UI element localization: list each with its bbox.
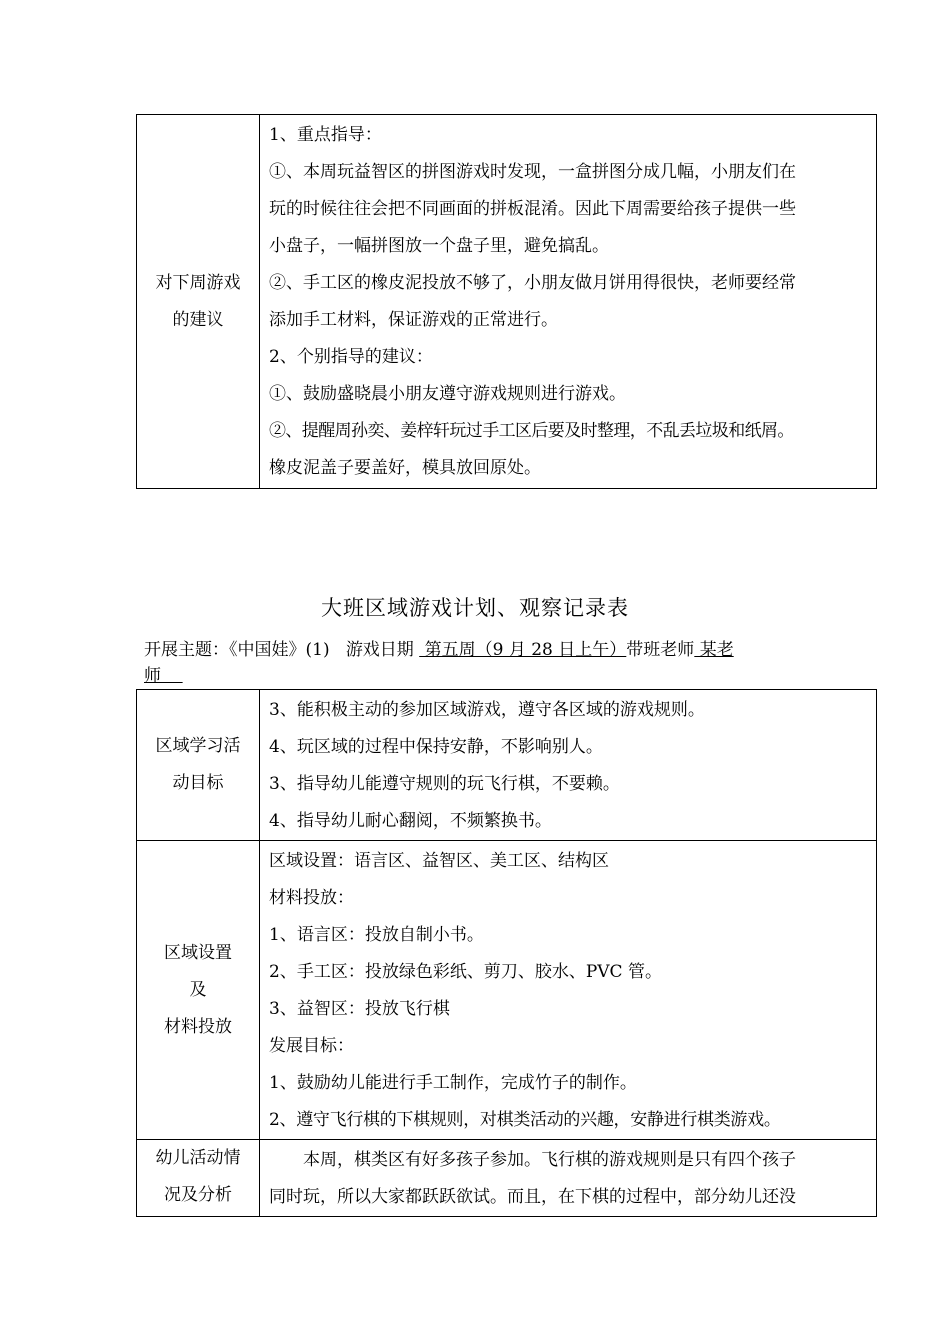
text-line: 3、益智区：投放飞行棋 — [269, 999, 450, 1019]
row-label: 及 — [189, 979, 207, 1000]
text-line: ①、本周玩益智区的拼图游戏时发现，一盒拼图分成几幅，小朋友们在 — [269, 162, 796, 182]
text-line: 3、能积极主动的参加区域游戏，遵守各区域的游戏规则。 — [269, 700, 705, 720]
row-label-cell — [137, 1140, 260, 1217]
text-line: 同时玩，所以大家都跃跃欲试。而且，在下棋的过程中，部分幼儿还没 — [269, 1187, 796, 1207]
teacher-value-cont: 师 — [144, 666, 161, 686]
text-line: 4、指导幼儿耐心翻阅，不频繁换书。 — [269, 811, 552, 831]
text-line: 2、手工区：投放绿色彩纸、剪刀、胶水、PVC 管。 — [269, 962, 662, 982]
theme-label: 开展主题： — [144, 640, 229, 660]
text-line: 材料投放： — [269, 888, 354, 908]
teacher-value: 某老 — [694, 640, 734, 660]
text-line: 橡皮泥盖子要盖好，模具放回原处。 — [269, 458, 541, 478]
text-line: 区域设置：语言区、益智区、美工区、结构区 — [269, 851, 609, 871]
teacher-label: 带班老师 — [626, 640, 695, 660]
text-line: 小盘子，一幅拼图放一个盘子里，避免搞乱。 — [269, 236, 609, 256]
date-value: 第五周（9 月 28 日上午） — [419, 640, 627, 660]
text-line: ②、提醒周孙奕、姜梓轩玩过手工区后要及时整理，不乱丢垃圾和纸屑。 — [269, 421, 794, 441]
text-line: 1、重点指导： — [269, 125, 382, 145]
plan-record-table — [136, 689, 877, 1217]
row-content-cell — [260, 841, 877, 1140]
row-label: 的建议 — [172, 309, 224, 330]
meta-info — [144, 637, 824, 689]
text-line: 4、玩区域的过程中保持安静，不影响别人。 — [269, 737, 603, 757]
row-label-cell — [137, 115, 260, 489]
row-content-cell — [260, 690, 877, 841]
suggestion-row — [137, 115, 877, 489]
analysis-row — [137, 1140, 877, 1217]
setup-row — [137, 841, 877, 1140]
suggestion-table — [136, 114, 877, 489]
date-label: 游戏日期 — [345, 640, 414, 660]
row-label-cell — [137, 690, 260, 841]
row-label: 况及分析 — [164, 1185, 232, 1205]
row-label-cell — [137, 841, 260, 1140]
text-line: 本周，棋类区有好多孩子参加。飞行棋的游戏规则是只有四个孩子 — [303, 1150, 796, 1170]
row-label: 材料投放 — [164, 1016, 232, 1037]
page-title: 大班区域游戏计划、观察记录表 — [321, 596, 629, 620]
row-label: 区域设置 — [164, 942, 232, 963]
row-label: 幼儿活动情 — [155, 1148, 241, 1168]
row-label: 动目标 — [172, 773, 224, 793]
row-content-cell — [260, 1140, 877, 1217]
text-line: ②、手工区的橡皮泥投放不够了，小朋友做月饼用得很快，老师要经常 — [269, 273, 796, 293]
text-line: 2、遵守飞行棋的下棋规则，对棋类活动的兴趣，安静进行棋类游戏。 — [269, 1110, 781, 1130]
row-label: 对下周游戏 — [155, 272, 241, 293]
text-line: 玩的时候往往会把不同画面的拼板混淆。因此下周需要给孩子提供一些 — [269, 199, 796, 219]
text-line: 添加手工材料，保证游戏的正常进行。 — [269, 310, 558, 330]
row-label: 区域学习活 — [155, 736, 241, 756]
text-line: ①、鼓励盛晓晨小朋友遵守游戏规则进行游戏。 — [269, 384, 626, 404]
text-line: 2、个别指导的建议： — [269, 347, 433, 367]
goals-row — [137, 690, 877, 841]
row-content-cell — [260, 115, 877, 489]
theme-value: 《中国娃》(1) — [229, 640, 330, 660]
text-line: 1、鼓励幼儿能进行手工制作，完成竹子的制作。 — [269, 1073, 637, 1093]
text-line: 发展目标： — [269, 1036, 354, 1056]
text-line: 1、语言区：投放自制小书。 — [269, 925, 484, 945]
text-line: 3、指导幼儿能遵守规则的玩飞行棋，不要赖。 — [269, 774, 620, 794]
